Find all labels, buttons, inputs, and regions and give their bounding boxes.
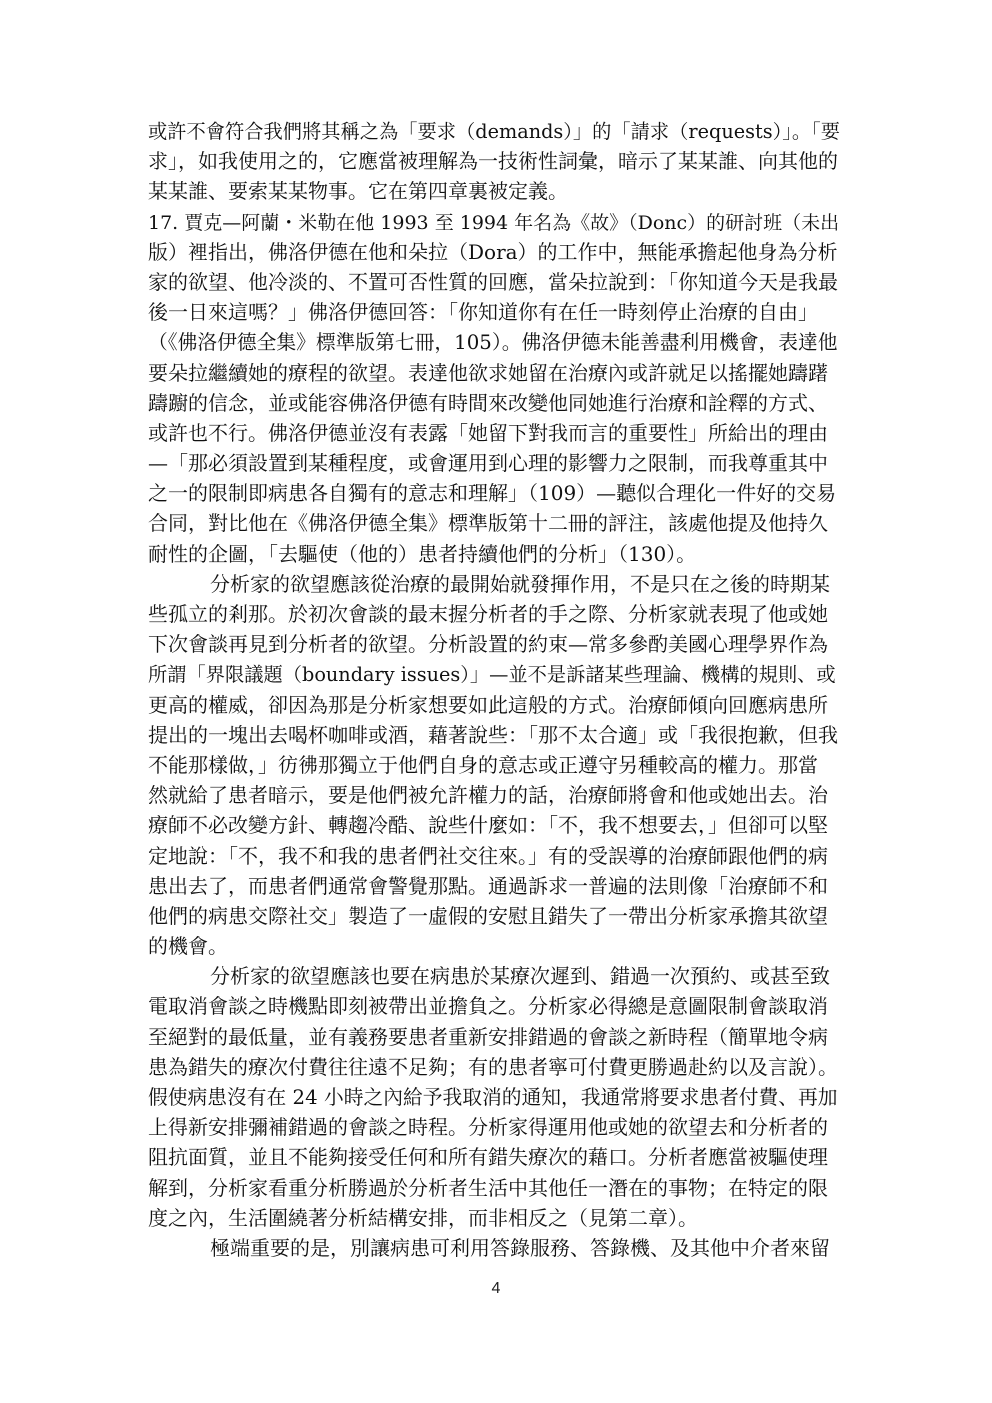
text-line: 度之內，生活圍繞著分析結構安排，而非相反之（見第二章）。 bbox=[148, 1205, 698, 1230]
text-line: 下次會談再見到分析者的欲望。分析設置的約束—常多參酌美國心理學界作為 bbox=[148, 632, 828, 657]
text-line: 分析家的欲望應該也要在病患於某療次遲到、錯過一次預約、或甚至致 bbox=[210, 964, 830, 989]
text-line: 求」，如我使用之的，它應當被理解為一技術性詞彙，暗示了某某誰、向其他的 bbox=[148, 149, 838, 174]
text-line: 然就給了患者暗示，要是他們被允許權力的話，治療師將會和他或她出去。治 bbox=[148, 783, 828, 808]
page-number: 4 bbox=[491, 1280, 501, 1297]
text-line: 提出的一塊出去喝杯咖啡或酒，藉著說些：「那不太合適」或「我很抱歉，但我 bbox=[148, 722, 838, 747]
text-line: 家的欲望、他冷淡的、不置可否性質的回應，當朵拉說到：「你知道今天是我最 bbox=[148, 269, 838, 294]
text-line: 不能那樣做，」彷彿那獨立于他們自身的意志或正遵守另種較高的權力。那當 bbox=[148, 752, 818, 777]
text-line: 阻抗面質，並且不能夠接受任何和所有錯失療次的藉口。分析者應當被驅使理 bbox=[148, 1145, 828, 1170]
document-body bbox=[148, 116, 844, 1263]
text-line: 後一日來這嗎？」佛洛伊德回答：「你知道你有在任一時刻停止治療的自由」 bbox=[148, 300, 818, 325]
text-line: 17. 賈克—阿蘭・米勒在他 1993 至 1994 年名為《故》（Donc）的研討班（未出 bbox=[148, 211, 840, 234]
text-line: —「那必須設置到某種程度，或會運用到心理的影響力之限制，而我尊重其中 bbox=[148, 451, 828, 476]
text-line: 解到，分析家看重分析勝過於分析者生活中其他任一潛在的事物；在特定的限 bbox=[148, 1175, 828, 1200]
text-line: 耐性的企圖，「去驅使（他的）患者持續他們的分析」（130）。 bbox=[148, 541, 697, 566]
text-line: 至絕對的最低量，並有義務要患者重新安排錯過的會談之新時程（簡單地令病 bbox=[148, 1024, 828, 1049]
text-line: 或許也不行。佛洛伊德並沒有表露「她留下對我而言的重要性」所給出的理由 bbox=[148, 420, 828, 445]
text-line: 所謂「界限議題（boundary issues）」—並不是訴諸某些理論、機構的規則、或 bbox=[148, 663, 836, 687]
text-line: 他們的病患交際社交」製造了一虛假的安慰且錯失了一帶出分析家承擔其欲望 bbox=[148, 903, 828, 928]
text-line: 或許不會符合我們將其稱之為「要求（demands）」的「請求（requests）」。「要 bbox=[148, 120, 840, 143]
text-line: 上得新安排彌補錯過的會談之時程。分析家得運用他或她的欲望去和分析者的 bbox=[148, 1115, 828, 1140]
text-line: 合同，對比他在《佛洛伊德全集》標準版第十二冊的評注，該處他提及他持久 bbox=[148, 511, 828, 536]
text-line: 極端重要的是，別讓病患可利用答錄服務、答錄機、及其他中介者來留 bbox=[210, 1235, 830, 1260]
text-line: 之一的限制即病患各自獨有的意志和理解」（109）—聽似合理化一件好的交易 bbox=[148, 481, 837, 506]
text-line: 版）裡指出，佛洛伊德在他和朵拉（Dora）的工作中，無能承擔起他身為分析 bbox=[148, 239, 838, 264]
text-line: 療師不必改變方針、轉趨冷酷、說些什麼如：「不，我不想要去，」但卻可以堅 bbox=[148, 813, 828, 838]
text-line: 要朵拉繼續她的療程的欲望。表達他欲求她留在治療內或許就足以搖擺她躊躇 bbox=[148, 360, 828, 385]
text-line: 躊躕的信念，並或能容佛洛伊德有時間來改變他同她進行治療和詮釋的方式、 bbox=[148, 390, 828, 415]
text-line: 的機會。 bbox=[148, 934, 228, 959]
text-line: 假使病患沒有在 24 小時之內給予我取消的通知，我通常將要求患者付費、再加 bbox=[148, 1086, 838, 1109]
text-line: 電取消會談之時機點即刻被帶出並擔負之。分析家必得總是意圖限制會談取消 bbox=[148, 994, 828, 1019]
text-line: 些孤立的剎那。於初次會談的最末握分析者的手之際、分析家就表現了他或她 bbox=[148, 602, 828, 626]
text-line: （《佛洛伊德全集》標準版第七冊，105）。佛洛伊德未能善盡利用機會，表達他 bbox=[148, 331, 838, 355]
text-line: 患為錯失的療次付費往往遠不足夠；有的患者寧可付費更勝過赴約以及言說）。 bbox=[148, 1054, 838, 1079]
text-line: 患出去了，而患者們通常會警覺那點。通過訴求一普遍的法則像「治療師不和 bbox=[148, 873, 828, 898]
text-line: 分析家的欲望應該從治療的最開始就發揮作用，不是只在之後的時期某 bbox=[210, 571, 830, 596]
text-line: 某某誰、要索某某物事。它在第四章裏被定義。 bbox=[148, 179, 568, 204]
text-line: 定地說：「不，我不和我的患者們社交往來。」有的受誤導的治療師跟他們的病 bbox=[148, 843, 828, 868]
text-line: 更高的權威，卻因為那是分析家想要如此這般的方式。治療師傾向回應病患所 bbox=[148, 692, 828, 717]
